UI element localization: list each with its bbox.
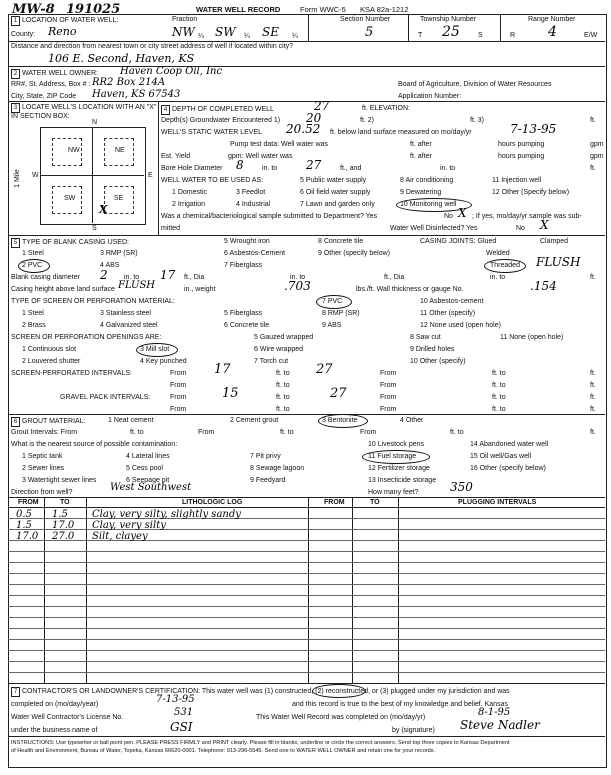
screen-6[interactable]: 6 Concrete tile: [224, 322, 270, 329]
gravel-ft-to: ft. to: [276, 394, 290, 401]
lh-log: LITHOLOGIC LOG: [182, 499, 243, 506]
fraction-label: Fraction: [172, 16, 198, 23]
casing-2-pvc[interactable]: 2 PVC: [22, 262, 43, 269]
perf-from-value: 17: [214, 362, 231, 377]
contam-16[interactable]: 16 Other (specify below): [470, 465, 546, 472]
address-value: 106 E. Second, Haven, KS: [48, 52, 195, 65]
static-date: 7-13-95: [510, 122, 557, 136]
casing-7[interactable]: 7 Fiberglass: [224, 262, 263, 269]
use-6[interactable]: 6 Oil field water supply: [300, 189, 371, 196]
wall-label: lbs./ft. Wall thickness or gauge No.: [356, 286, 464, 293]
gravel-ft-to2-2: ft. to: [492, 406, 506, 413]
use-label: WELL WATER TO BE USED AS:: [161, 177, 264, 184]
section-2-title: WATER WELL OWNER:: [22, 70, 98, 77]
perf-ft: ft.: [590, 370, 596, 377]
litho-log: Silt, clayey: [92, 531, 148, 542]
perf-ft-to2-2: ft. to: [492, 382, 506, 389]
business-value: GSI: [170, 720, 193, 734]
joints-value: FLUSH: [536, 255, 581, 269]
screen-5[interactable]: 5 Fiberglass: [224, 310, 263, 317]
cert-constructed[interactable]: (1) constructed: [264, 688, 312, 695]
pump-hours: hours pumping: [498, 141, 545, 148]
table-rule: [8, 551, 605, 552]
screen-3[interactable]: 3 Stainless steel: [100, 310, 151, 317]
lh-to2: TO: [370, 499, 380, 506]
perf-ft-to-2: ft. to: [276, 382, 290, 389]
litho-from: 0.5: [16, 509, 32, 520]
contam-14[interactable]: 14 Abandoned water well: [470, 441, 549, 448]
weight-value: .703: [284, 279, 311, 293]
completed-date: 7-13-95: [156, 694, 195, 705]
grout-2[interactable]: 2 Cement grout: [230, 417, 279, 424]
cert-3: completed on (mo/day/year): [11, 701, 99, 708]
gravel-from-value: 15: [222, 386, 239, 401]
opening-7[interactable]: 7 Torch cut: [254, 358, 289, 365]
lh-from2: FROM: [324, 499, 345, 506]
screen-11[interactable]: 11 Other (specify): [420, 310, 476, 317]
screen-label: TYPE OF SCREEN OR PERFORATION MATERIAL:: [11, 298, 175, 305]
perf-ft-from: From: [380, 370, 397, 377]
table-rule: [8, 628, 605, 629]
section-7-number: 7: [11, 687, 20, 697]
how-many-label: How many feet?: [368, 489, 419, 496]
west-label: W: [32, 172, 39, 179]
chem-mitted: mitted: [161, 225, 181, 232]
range-r: R: [510, 32, 516, 39]
contam-10[interactable]: 10 Livestock pens: [368, 441, 425, 448]
bore-in-to: in. to: [262, 165, 278, 172]
chem-if-yes: ; If yes, mo/day/yr sample was sub-: [472, 213, 582, 220]
city-value: Haven, KS 67543: [92, 89, 181, 100]
cert-1: CONTRACTOR'S OR LANDOWNER'S CERTIFICATION: This water well was: [22, 688, 263, 695]
application-label: Application Number:: [398, 93, 462, 100]
gravel-ft-from-2: From: [380, 406, 397, 413]
elevation-label: ft. ELEVATION:: [362, 105, 410, 112]
gravel-from: From: [170, 394, 187, 401]
chem-label: Was a chemical/bacteriological sample submitted to Department? Yes: [161, 213, 378, 220]
table-rule: [8, 650, 605, 651]
screen-2[interactable]: 2 Brass: [22, 322, 46, 329]
contam-7[interactable]: 7 Pit privy: [250, 453, 281, 460]
fraction-sw: SW: [215, 25, 236, 39]
table-rule: [8, 672, 605, 673]
gw-3-label: ft. 3): [470, 117, 485, 124]
owner-value: Haven Coop Oil, Inc: [120, 66, 223, 77]
opening-3-mill-slot[interactable]: 3 Mill slot: [140, 346, 170, 353]
lh-from: FROM: [18, 499, 39, 506]
section-number-value: 5: [365, 25, 374, 40]
screen-4[interactable]: 4 Galvanized steel: [100, 322, 158, 329]
gravel-ft-from: From: [380, 394, 397, 401]
use-5[interactable]: 5 Public water supply: [300, 177, 367, 184]
contam-1[interactable]: 1 Septic tank: [22, 453, 63, 460]
bore-to: 27: [306, 158, 322, 172]
cert-2: , (2) reconstructed, or (3) plugged under my jurisdiction and was: [311, 688, 510, 695]
fraction-nw: NW: [172, 25, 195, 39]
chem-no-x: X: [458, 206, 467, 220]
contam-5[interactable]: 5 Cess pool: [126, 465, 163, 472]
opening-5[interactable]: 5 Gauzed wrapped: [254, 334, 314, 341]
south-label: S: [92, 225, 97, 232]
openings-label: SCREEN OR PERFORATION OPENINGS ARE:: [11, 334, 162, 341]
perf-from-2: From: [170, 382, 187, 389]
county-label: County:: [11, 31, 36, 38]
casing-dia-3: in. to: [290, 274, 306, 281]
lh-to: TO: [60, 499, 70, 506]
wall-value: .154: [530, 279, 557, 293]
casing-to-value: 17: [160, 268, 176, 282]
opening-10[interactable]: 10 Other (specify): [410, 358, 466, 365]
gravel-ft-2: ft.: [590, 406, 596, 413]
pump-after: ft. after: [410, 141, 432, 148]
grout-intervals-label: Grout Intervals: From: [11, 429, 78, 436]
table-rule: [8, 595, 605, 596]
use-2[interactable]: 2 Irrigation: [172, 201, 206, 208]
disinfected-x: X: [540, 218, 549, 232]
litho-to: 1.5: [52, 509, 68, 520]
contam-8[interactable]: 8 Sewage lagoon: [250, 465, 305, 472]
ne-label: NE: [115, 147, 125, 154]
contam-2[interactable]: 2 Sewer lines: [22, 465, 65, 472]
joints-welded[interactable]: Welded: [486, 250, 510, 257]
litho-log: Clay, very silty: [92, 520, 166, 531]
litho-from: 17.0: [16, 531, 39, 542]
section-number-label: Section Number: [340, 16, 391, 23]
signature: Steve Nadler: [460, 718, 540, 732]
distance-label: Distance and direction from nearest town or city street address of well if located within city?: [11, 43, 294, 50]
use-4[interactable]: 4 Industrial: [236, 201, 271, 208]
table-rule: [8, 562, 605, 563]
depth-label: DEPTH OF COMPLETED WELL: [172, 106, 274, 113]
opening-11[interactable]: 11 None (open hole): [500, 334, 564, 341]
opening-2[interactable]: 2 Louvered shutter: [22, 358, 81, 365]
section-3-title: LOCATE WELL'S LOCATION WITH AN "X" IN SECTION BOX:: [11, 104, 157, 120]
static-tail: ft. below land surface measured on mo/day/yr: [330, 129, 472, 136]
gravel-ft: ft.: [590, 394, 596, 401]
grout-4[interactable]: 4 Other: [400, 417, 424, 424]
gravel-label: GRAVEL PACK INTERVALS:: [60, 394, 151, 401]
instructions-2: of Health and Environment, Bureau of Water, Topeka, Kansas 66620-0001. Telephone: 913-296-5545. Send one to WATER WELL OWNER and retain one for your records.: [11, 748, 436, 754]
gw-2-label: ft. 2): [360, 117, 375, 124]
direction-label: Direction from well?: [11, 489, 73, 496]
well-tag: MW-8: [12, 2, 55, 17]
direction-value: West Southwest: [110, 482, 192, 493]
bore-label: Bore Hole Diameter: [161, 165, 223, 172]
table-rule: [8, 584, 605, 585]
chem-no[interactable]: No: [444, 213, 453, 220]
groundwater-label: Depth(s) Groundwater Encountered 1): [161, 117, 281, 124]
use-9[interactable]: 9 Dewatering: [400, 189, 442, 196]
perf-label: SCREEN-PERFORATED INTERVALS:: [11, 370, 132, 377]
grout-1[interactable]: 1 Neat cement: [108, 417, 154, 424]
contam-6[interactable]: 6 Seepage pit: [126, 477, 170, 484]
casing-dia-in-to: in. to: [124, 274, 140, 281]
bore-in-to2: in. to: [440, 165, 456, 172]
bore-and: ft., and: [340, 165, 362, 172]
contam-label: What is the nearest source of possible contamination:: [11, 441, 178, 448]
contam-12[interactable]: 12 Fertilizer storage: [368, 465, 430, 472]
disinfected-label: Water Well Disinfected? Yes: [390, 225, 478, 232]
table-rule: [8, 606, 605, 607]
county-value: Reno: [48, 25, 77, 38]
east-label: E: [148, 172, 153, 179]
joints-threaded[interactable]: Threaded: [490, 262, 520, 269]
cert-4: and this record is true to the best of my knowledge and belief. Kansas: [292, 701, 508, 708]
city-label: City, State, ZIP Code: [11, 93, 77, 100]
board-label: Board of Agriculture, Division of Water Resources: [398, 81, 552, 88]
litho-from: 1.5: [16, 520, 32, 531]
quarter-3: ¼: [292, 33, 298, 40]
static-label: WELL'S STATIC WATER LEVEL: [161, 129, 263, 136]
grout-label: GROUT MATERIAL:: [22, 418, 86, 425]
use-3[interactable]: 3 Feedlot: [236, 189, 266, 196]
grout-ft: ft.: [590, 429, 596, 436]
contam-3[interactable]: 3 Watertight sewer lines: [22, 477, 97, 484]
bore-value: 8: [236, 158, 244, 172]
litho-log: Clay, very silty, slightly sandy: [92, 509, 241, 520]
gravel-ft-to2: ft. to: [492, 394, 506, 401]
casing-6[interactable]: 6 Asbestos-Cement: [224, 250, 286, 257]
casing-3[interactable]: 3 RMP (SR): [100, 250, 138, 257]
lh-plug: PLUGGING INTERVALS: [458, 499, 537, 506]
opening-6[interactable]: 6 Wire wrapped: [254, 346, 304, 353]
grout-from2: From: [198, 429, 215, 436]
contam-13[interactable]: 13 Insecticide storage: [368, 477, 437, 484]
contam-15[interactable]: 15 Oil well/Gas well: [470, 453, 532, 460]
range-label: Range Number: [528, 16, 576, 23]
section-3-number: 3: [11, 103, 20, 113]
section-6-number: 6: [11, 417, 20, 427]
pump-gpm: gpm: [590, 141, 604, 148]
nw-label: NW: [68, 147, 80, 154]
instructions-1: INSTRUCTIONS: Use typewriter or ball point pen. PLEASE PRESS FIRMLY and PRINT clearly. Please fill in blanks, underline or circle the correct answers. Send top three copies to Kansas Department: [11, 740, 510, 746]
yield-gpm: gpm: Well water was: [228, 153, 293, 160]
perf-ft-from-2: From: [380, 382, 397, 389]
grout-from3: From: [360, 429, 377, 436]
township-label: Township Number: [420, 16, 477, 23]
screen-12[interactable]: 12 None used (open hole): [420, 322, 501, 329]
opening-4[interactable]: 4 Key punched: [140, 358, 187, 365]
cert-7: under the business name of: [11, 727, 98, 734]
table-rule: [8, 639, 605, 640]
litho-to: 27.0: [52, 531, 75, 542]
use-7[interactable]: 7 Lawn and garden only: [300, 201, 375, 208]
sw-label: SW: [64, 195, 76, 202]
bore-ft: ft.: [590, 165, 596, 172]
casing-label: TYPE OF BLANK CASING USED:: [22, 239, 129, 246]
screen-8[interactable]: 8 RMP (SR): [322, 310, 360, 317]
section-5-number: 5: [11, 238, 20, 248]
township-t: T: [418, 32, 423, 39]
contam-9[interactable]: 9 Feedyard: [250, 477, 286, 484]
casing-dia-5: in. to: [490, 274, 506, 281]
yield-gpm2: gpm: [590, 153, 604, 160]
weight-label: in., weight: [184, 286, 216, 293]
opening-8[interactable]: 8 Saw cut: [410, 334, 441, 341]
depth-value: 27: [314, 99, 330, 113]
rr-label: RR#, St. Address, Box # :: [11, 81, 91, 88]
disinfected-no[interactable]: No: [516, 225, 525, 232]
cert-6: This Water Well Record was completed on (mo/day/yr): [256, 714, 426, 721]
contam-11-fuel[interactable]: 11 Fuel storage: [368, 453, 417, 460]
section-2-number: 2: [11, 69, 20, 79]
grout-ft-to3: ft. to: [450, 429, 464, 436]
groundwater-1-value: 20: [306, 111, 322, 125]
quarter-1: ¼: [198, 33, 204, 40]
litho-to: 17.0: [52, 520, 75, 531]
casing-4[interactable]: 4 ABS: [100, 262, 120, 269]
casing-5[interactable]: 5 Wrought iron: [224, 238, 270, 245]
casing-1[interactable]: 1 Steel: [22, 250, 44, 257]
yield-label: Est. Yield: [161, 153, 191, 160]
township-value: 25: [442, 24, 460, 40]
use-8[interactable]: 8 Air conditioning: [400, 177, 454, 184]
fraction-se: SE: [262, 25, 279, 39]
joints-label: CASING JOINTS: Glued: [420, 238, 497, 245]
gravel-from-2: From: [170, 406, 187, 413]
perf-to-value: 27: [316, 362, 333, 377]
use-12[interactable]: 12 Other (Specify below): [492, 189, 570, 196]
grout-3-bentonite[interactable]: 3 Bentonite: [322, 417, 358, 424]
use-1[interactable]: 1 Domestic: [172, 189, 208, 196]
casing-dia-2: ft., Dia: [184, 274, 205, 281]
range-ew: E/W: [584, 32, 598, 39]
record-id: 191025: [66, 2, 121, 17]
table-rule: [8, 661, 605, 662]
perf-ft-to2: ft. to: [492, 370, 506, 377]
casing-dia-label: Blank casing diameter: [11, 274, 80, 281]
range-value: 4: [548, 24, 557, 40]
screen-7-pvc[interactable]: 7 PVC: [322, 298, 343, 305]
casing-9[interactable]: 9 Other (specify below): [318, 250, 390, 257]
opening-1[interactable]: 1 Continuous slot: [22, 346, 77, 353]
use-10-monitoring[interactable]: 10 Monitoring well: [400, 201, 457, 208]
township-s: S: [478, 32, 483, 39]
perf-ft-2: ft.: [590, 382, 596, 389]
casing-dia-4: ft., Dia: [384, 274, 405, 281]
north-label: N: [92, 119, 98, 126]
record-completed-date: 8-1-95: [478, 707, 511, 718]
how-many-value: 350: [450, 480, 473, 494]
gw-ft-label: ft.: [590, 117, 596, 124]
form-title: WATER WELL RECORD: [196, 5, 281, 14]
yield-hours: hours pumping: [498, 153, 545, 160]
contam-4[interactable]: 4 Lateral lines: [126, 453, 170, 460]
quarter-2: ¼: [244, 33, 250, 40]
form-number: Form WWC-5: [300, 5, 346, 14]
opening-9[interactable]: 9 Drilled holes: [410, 346, 455, 353]
section-1-title: LOCATION OF WATER WELL:: [22, 17, 119, 24]
static-value: 20.52: [286, 122, 321, 136]
screen-9[interactable]: 9 ABS: [322, 322, 342, 329]
casing-dia-ft: ft.: [590, 274, 596, 281]
section-4-number: 4: [161, 105, 170, 115]
ksa: KSA 82a-1212: [360, 5, 409, 14]
table-rule: [8, 617, 605, 618]
rr-value: RR2 Box 214A: [92, 77, 166, 88]
height-value: FLUSH: [118, 280, 156, 291]
grout-ft-to: ft. to: [130, 429, 144, 436]
license-value: 531: [174, 707, 194, 718]
casing-8[interactable]: 8 Concrete tile: [318, 238, 364, 245]
screen-1[interactable]: 1 Steel: [22, 310, 44, 317]
se-label: SE: [114, 195, 124, 202]
mile-label: 1 Mile: [13, 169, 21, 188]
perf-from: From: [170, 370, 187, 377]
perf-ft-to: ft. to: [276, 370, 290, 377]
well-x-mark: X: [99, 203, 108, 216]
height-label: Casing height above land surface: [11, 286, 115, 293]
casing-dia-value: 2: [100, 268, 108, 282]
screen-10[interactable]: 10 Asbestos-cement: [420, 298, 484, 305]
gravel-ft-to-2: ft. to: [276, 406, 290, 413]
gravel-to-value: 27: [330, 386, 347, 401]
pump-label: Pump test data: Well water was: [230, 141, 328, 148]
grout-ft-to2: ft. to: [280, 429, 294, 436]
yield-after: ft. after: [410, 153, 432, 160]
use-11[interactable]: 11 Injection well: [492, 177, 542, 184]
cert-8: by (signature): [392, 727, 435, 734]
section-1-number: 1: [11, 16, 20, 26]
joints-clamped[interactable]: Clamped: [540, 238, 569, 245]
table-rule: [8, 573, 605, 574]
cert-5: Water Well Contractor's License No.: [11, 714, 124, 721]
